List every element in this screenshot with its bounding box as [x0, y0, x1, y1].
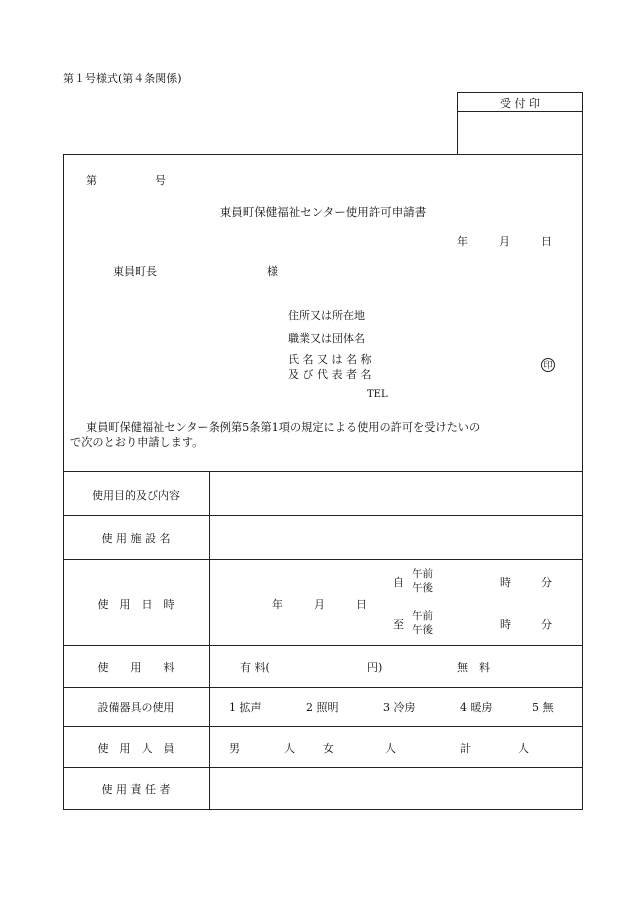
datetime-month: 月: [314, 598, 325, 611]
datetime-from-hour: 時: [500, 576, 511, 589]
datetime-from-pm: 午後: [412, 582, 433, 594]
date-year: 年: [457, 235, 468, 248]
people-male: 男: [229, 742, 240, 755]
date-month: 月: [499, 235, 510, 248]
fee-yen: 円): [367, 661, 383, 674]
table-row-divider: [63, 515, 583, 516]
people-label: 使 用 人 員: [97, 742, 175, 755]
equipment-option-none: 5 無: [532, 701, 554, 714]
addressee: 東員町長: [113, 265, 157, 278]
application-number-prefix: 第: [86, 174, 97, 187]
table-top-border: [63, 471, 583, 472]
datetime-from-am: 午前: [412, 568, 433, 580]
table-column-divider: [209, 471, 210, 810]
equipment-label: 設備器具の使用: [97, 701, 175, 714]
form-number: 第１号様式(第４条関係): [63, 72, 182, 85]
fee-paid: 有 料(: [240, 661, 270, 674]
table-row-divider: [63, 726, 583, 727]
purpose-label: 使用目的及び内容: [92, 489, 180, 502]
responsible-label: 使 用 責 任 者: [101, 783, 171, 796]
date-day: 日: [541, 235, 552, 248]
honorific: 様: [267, 265, 278, 278]
application-body-line-1: 東員町保健福祉センター条例第5条第1項の規定による使用の許可を受けたいの: [86, 421, 481, 434]
application-body-line-2: で次のとおり申請します。: [70, 436, 204, 449]
equipment-option-lighting: 2 照明: [306, 701, 339, 714]
datetime-to-pm: 午後: [412, 624, 433, 636]
datetime-year: 年: [272, 598, 283, 611]
datetime-to-minute: 分: [541, 618, 552, 631]
people-female-unit: 人: [385, 742, 396, 755]
facility-label: 使 用 施 設 名: [101, 532, 171, 545]
table-row-divider: [63, 559, 583, 560]
applicant-tel-label: TEL: [367, 389, 388, 400]
datetime-to-am: 午前: [412, 610, 433, 622]
equipment-option-heating: 4 暖房: [460, 701, 493, 714]
fee-label: 使 用 料: [97, 661, 175, 674]
application-title: 東員町保健福祉センター使用許可申請書: [219, 205, 427, 219]
applicant-name-label-2: 及 び 代 表 者 名: [288, 368, 372, 381]
people-total: 計: [460, 742, 471, 755]
datetime-to: 至: [393, 618, 404, 631]
applicant-occupation-label: 職業又は団体名: [288, 332, 365, 345]
equipment-option-cooling: 3 冷房: [383, 701, 416, 714]
people-female: 女: [323, 742, 334, 755]
people-male-unit: 人: [284, 742, 295, 755]
seal-mark-icon: 印: [541, 358, 555, 372]
applicant-name-label-1: 氏 名 又 は 名 称: [288, 353, 372, 366]
fee-free: 無 料: [457, 661, 490, 674]
datetime-from-minute: 分: [541, 576, 552, 589]
datetime-from: 自: [393, 576, 404, 589]
equipment-option-loudspeaker: 1 拡声: [229, 701, 262, 714]
datetime-to-hour: 時: [500, 618, 511, 631]
datetime-label: 使 用 日 時: [97, 598, 175, 611]
applicant-address-label: 住所又は所在地: [288, 309, 365, 322]
table-row-divider: [63, 687, 583, 688]
table-row-divider: [63, 767, 583, 768]
datetime-day: 日: [356, 598, 367, 611]
application-number-suffix: 号: [155, 174, 166, 187]
receipt-label: 受 付 印: [500, 97, 540, 110]
table-row-divider: [63, 645, 583, 646]
receipt-divider: [457, 111, 583, 112]
people-total-unit: 人: [518, 742, 529, 755]
